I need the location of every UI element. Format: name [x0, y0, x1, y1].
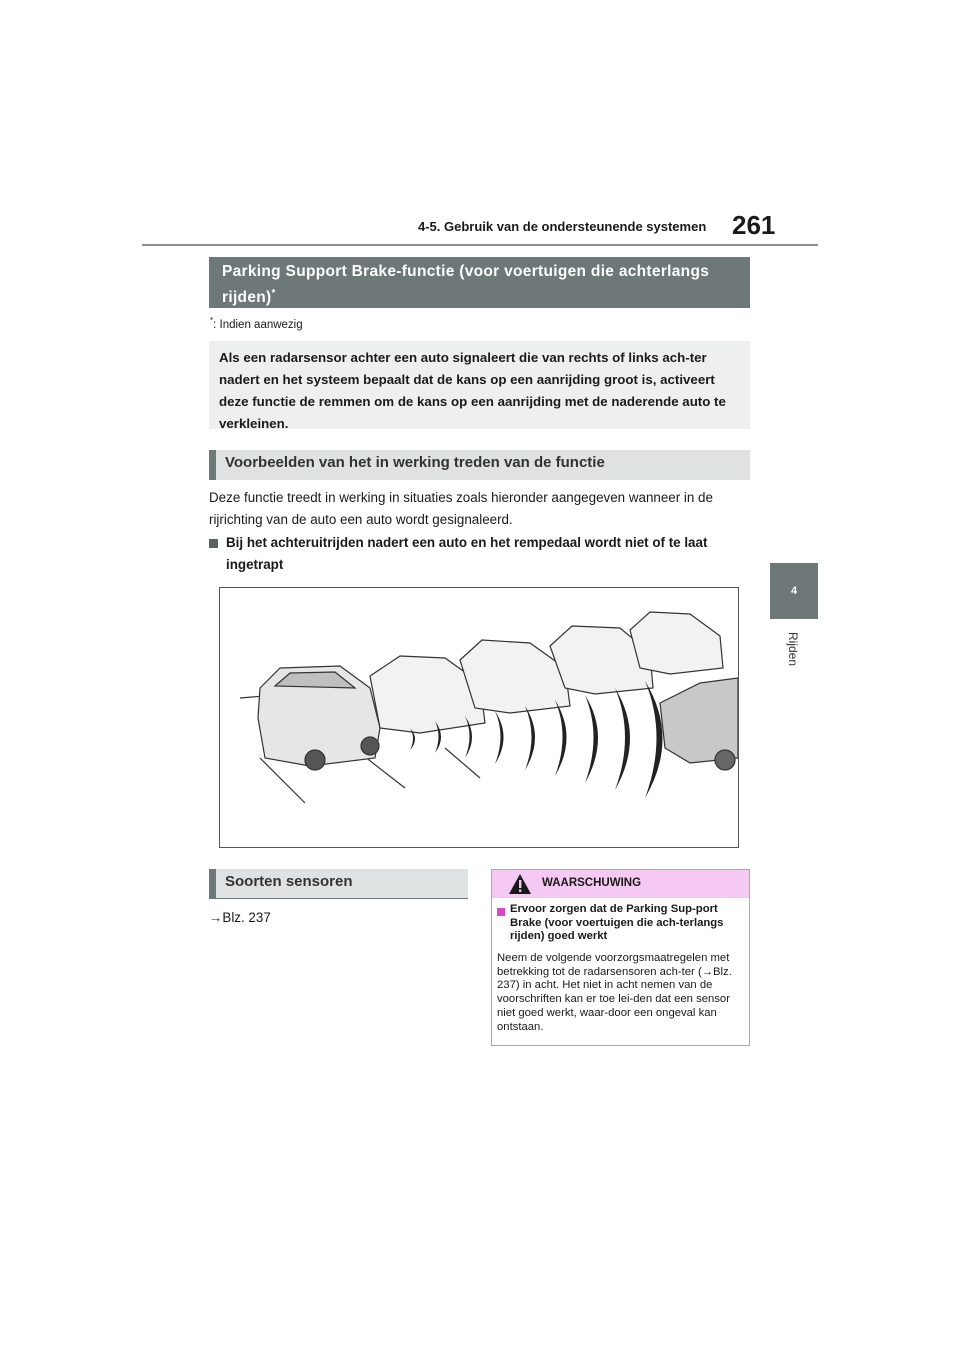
footnote-marker: *	[210, 316, 214, 325]
intro-box: Als een radarsensor achter een auto signaleert die van rechts of links ach-ter nadert en het systeem bepaalt dat de kans op een aanrijding groot is, activeert deze functie de remmen om de kans op een aanrijding met de naderende auto te verkleinen.	[209, 341, 750, 429]
section-heading-sensors: Soorten sensoren	[209, 869, 468, 899]
page-reference-link[interactable]: →Blz. 237	[209, 910, 271, 925]
page-title	[209, 257, 750, 308]
running-header-section: 4-5. Gebruik van de ondersteunende systemen	[418, 219, 707, 234]
warning-bullet-text: Ervoor zorgen dat de Parking Sup-port Brake (voor voertuigen die ach-terlangs rijden) goed werkt	[510, 903, 724, 942]
section-heading-examples: Voorbeelden van het in werking treden van de functie	[209, 450, 750, 480]
warning-box	[491, 869, 750, 1046]
warning-title: WAARSCHUWING	[542, 877, 642, 889]
chapter-number: 4	[790, 585, 798, 597]
footnote	[210, 316, 303, 331]
chapter-tab	[770, 563, 818, 619]
section-body: Deze functie treedt in werking in situaties zoals hieronder aangegeven wanneer in de rijrichting van de auto een auto wordt gesignaleerd.	[209, 490, 713, 527]
bullet-text: Bij het achteruitrijden nadert een auto en het rempedaal wordt niet of te laat ingetrapt	[226, 535, 708, 572]
header-rule	[142, 244, 818, 246]
illustration-parking-radar	[219, 587, 739, 848]
parking-scene-illustration	[220, 588, 738, 847]
page-title-text: Parking Support Brake-functie (voor voertuigen die achterlangs rijden)	[222, 263, 710, 307]
page-number: 261	[732, 210, 776, 240]
title-marker: *	[271, 288, 276, 299]
footnote-text: : Indien aanwezig	[213, 318, 303, 331]
warning-body-text: Neem de volgende voorzorgsmaatregelen met betrekking tot de radarsensoren ach-ter (→Blz. 237) in acht. Het niet in acht nemen van de voorschriften kan er toe lei-den dat een sensor niet goed werkt, waar-door een ongeval kan ontstaan.	[497, 952, 732, 1033]
bullet-item	[209, 532, 754, 576]
warning-bullet-square-icon	[497, 908, 505, 916]
bullet-square-icon	[209, 539, 218, 548]
warning-triangle-icon	[508, 873, 532, 895]
chapter-label: Rijden	[786, 632, 800, 667]
section-rule	[209, 898, 468, 899]
